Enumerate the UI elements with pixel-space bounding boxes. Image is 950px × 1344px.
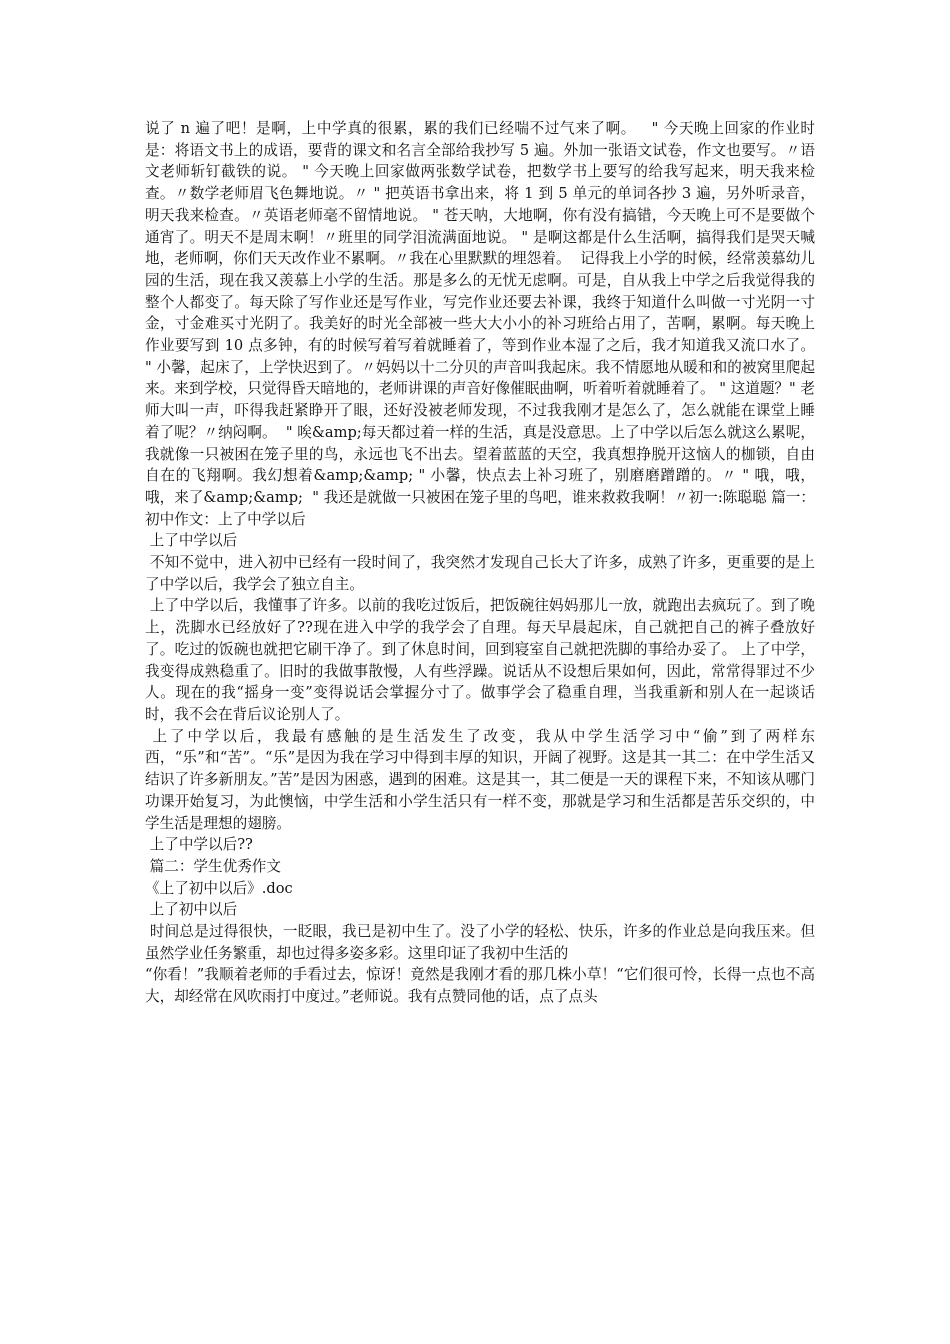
section-heading: 上了中学以后 <box>145 532 238 550</box>
body-paragraph-5: 时间总是过得很快，一眨眼，我已是初中生了。没了小学的轻松、快乐，许多的作业总是向我压来。但虽然学业任务繁重，却也过得多姿多彩。这里印证了我初中生活的 <box>145 923 815 962</box>
section-heading: 上了初中以后 <box>145 901 238 919</box>
document-filename: 《上了初中以后》.doc <box>145 879 293 897</box>
section-heading: 上了中学以后?? <box>145 836 253 854</box>
body-paragraph-6: “你看！”我顺着老师的手看过去，惊讶！竟然是我刚才看的那几株小草！“它们很可怜，长得一点也不高大，却经常在风吹雨打中度过。”老师说。我有点赞同他的话，点了点头 <box>145 966 815 1006</box>
body-paragraph-3: 上了中学以后，我懂事了许多。以前的我吃过饭后，把饭碗往妈妈那儿一放，就跑出去疯玩了。到了晚上，洗脚水已经放好了??现在进入中学的我学会了自理。每天早晨起床，自己就把自己的裤子叠放好了。吃过的饭碗也就把它刷干净了。到了休息时间，回到寝室自己就把洗脚的事给办妥了。 上了中学，我变得成熟稳重了。旧时的我做事散慢，人有些浮躁。说话从不设想后果如何，因此，常常得罪过不少人。现在的我“摇身一变”变得说话会掌握分寸了。做事学会了稳重自理，当我重新和别人在一起谈话时，我不会在背后议论别人了。 <box>145 597 815 723</box>
body-paragraph-4: 上了中学以后，我最有感触的是生活发生了改变，我从中学生活学习中“偷”到了两样东西，“乐”和“苦”。“乐”是因为我在学习中得到丰厚的知识，开阔了视野。这是其一其二：在中学生活又结识了许多新朋友。”苦”是因为困惑，遇到的困难。这是其一，其二便是一天的课程下来，不知该从哪门功课开始复习，为此懊恼，中学生活和小学生活只有一样不变，那就是学习和生活都是苦乐交织的，中学生活是理想的翅膀。 <box>145 727 815 832</box>
section-heading: 篇二：学生优秀作文 <box>145 857 281 875</box>
body-paragraph-2: 不知不觉中，进入初中已经有一段时间了，我突然才发现自己长大了许多，成熟了许多，更重要的是上了中学以后，我学会了独立自主。 <box>145 554 815 593</box>
body-paragraph-1: 说了 n 遍了吧！是啊，上中学真的很累，累的我们已经喘不过气来了啊。 " 今天晚上回家的作业时是：将语文书上的成语，要背的课文和名言全部给我抄写 5 遍。外加一张语文试卷，作文也要写。〃语文老师斩钉截铁的说。 " 今天晚上回家做两张数学试卷，把数学书上要写的给我写起来，明天我来检查。〃数学老师眉飞色舞地说。〃 " 把英语书拿出来，将 1 到 5 单元的单词各抄 3 遍，另外听录音，明天我来检查。〃英语老师毫不留情地说。 " 苍天呐，大地啊，你有没有搞错，今天晚上可不是要做个通宵了。明天不是周末啊！〃班里的同学泪流满面地说。 " 是啊这都是什么生活啊，搞得我们是哭天喊地，老师啊，你们天天改作业不累啊。〃我在心里默默的埋怨着。 记得我上小学的时候，经常羡慕幼儿园的生活，现在我又羡慕上小学的生活。那是多么的无忧无虑啊。可是，自从我上中学之后我觉得我的整个人都变了。每天除了写作业还是写作业，写完作业还要去补课，我终于知道什么叫做一寸光阴一寸金，寸金难买寸光阴了。我美好的时光全部被一些大大小小的补习班给占用了，苦啊，累啊。每天晚上作业要写到 10 点多钟，有的时候写着写着就睡着了，等到作业本湿了之后，我才知道我又流口水了。 " 小馨，起床了，上学快迟到了。〃妈妈以十二分贝的声音叫我起床。我不情愿地从暖和和的被窝里爬起来。来到学校，只觉得昏天暗地的，老师讲课的声音好像催眠曲啊，听着听着就睡着了。 " 这道题？" 老师大叫一声，吓得我赶紧睁开了眼，还好没被老师发现，不过我我刚才是怎么了，怎么就能在课堂上睡着了呢？〃纳闷啊。 " 唉&amp;每天都过着一样的生活，真是没意思。上了中学以后怎么就这么累呢，我就像一只被困在笼子里的鸟，永远也飞不出去。望着蓝蓝的天空，我真想挣脱开这恼人的枷锁，自由自在的飞翔啊。我幻想着&amp;&amp; " 小馨，快点去上补习班了，别磨磨蹭蹭的。〃 " 哦，哦，哦，来了&amp;&amp; " 我还是就做一只被困在笼子里的鸟吧，谁来救救我啊！〃初一:陈聪聪 篇一：初中作文：上了中学以后 <box>145 120 825 528</box>
document-page <box>145 118 825 1008</box>
